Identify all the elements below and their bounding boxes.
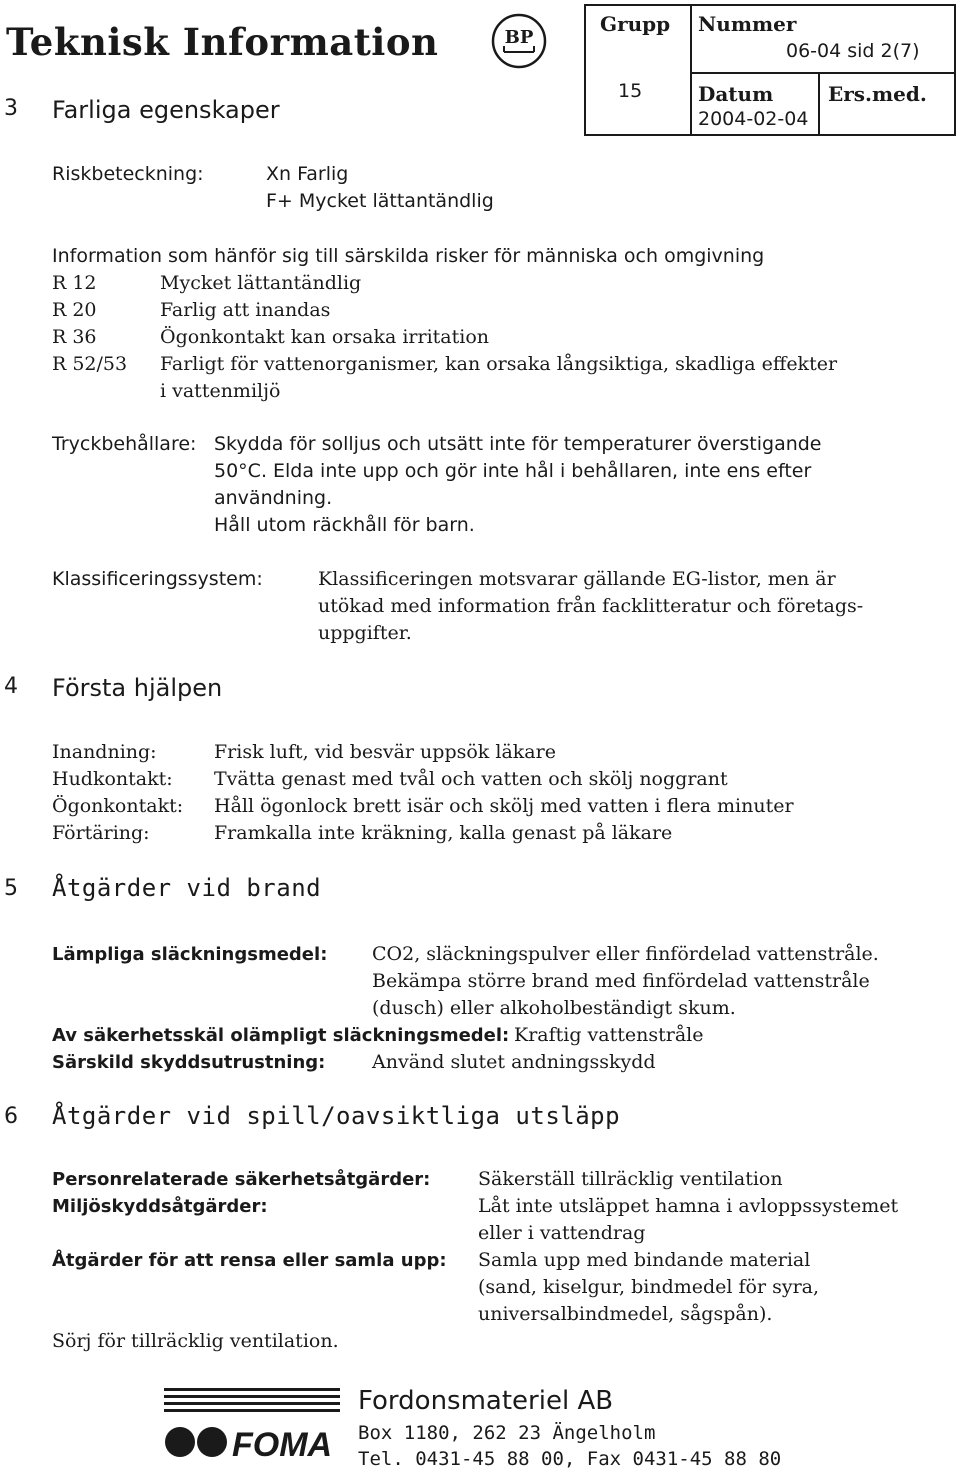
risk-label: Riskbeteckning:	[52, 163, 204, 185]
rensa-line: universalbindmedel, sågspån).	[478, 1303, 773, 1325]
r-phrase-text: Ögonkontakt kan orsaka irritation	[160, 326, 490, 348]
header-divider	[690, 72, 956, 74]
ersmed-label: Ers.med.	[828, 82, 927, 106]
first-aid-label: Hudkontakt:	[52, 768, 173, 790]
r-phrase-continuation: i vattenmiljö	[160, 380, 281, 402]
company-phone: Tel. 0431-45 88 00, Fax 0431-45 88 80	[358, 1448, 782, 1470]
first-aid-label: Ögonkontakt:	[52, 795, 184, 817]
olampligt-label: Av säkerhetsskäl olämpligt släckningsmedel:	[52, 1025, 510, 1046]
nummer-value: 06-04 sid 2(7)	[786, 40, 920, 62]
rensa-label: Åtgärder för att rensa eller samla upp:	[52, 1250, 447, 1271]
risk-line: F+ Mycket lättantändlig	[266, 190, 494, 212]
miljo-line: eller i vattendrag	[478, 1222, 646, 1244]
risk-line: Xn Farlig	[266, 163, 349, 185]
grupp-value: 15	[618, 80, 643, 102]
foma-logo	[164, 1388, 340, 1464]
r-phrase-text: Mycket lättantändlig	[160, 272, 362, 294]
first-aid-text: Tvätta genast med tvål och vatten och skölj noggrant	[214, 768, 728, 790]
r-phrase-code: R 52/53	[52, 353, 128, 375]
skydd-value: Använd slutet andningsskydd	[372, 1051, 656, 1073]
document-title: Teknisk Information	[6, 20, 439, 64]
lampliga-line: CO2, släckningspulver eller finfördelad vattenstråle.	[372, 943, 879, 965]
tryck-line: Håll utom räckhåll för barn.	[214, 514, 475, 536]
svg-text:FOMA: FOMA	[232, 1426, 333, 1464]
section-3-number: 3	[4, 96, 18, 121]
section-6-title: Åtgärder vid spill/oavsiktliga utsläpp	[52, 1102, 621, 1130]
r-phrase-code: R 20	[52, 299, 97, 321]
r-phrase-text: Farlig att inandas	[160, 299, 331, 321]
nummer-label: Nummer	[698, 12, 797, 36]
klass-label: Klassificeringssystem:	[52, 568, 263, 590]
datum-value: 2004-02-04	[698, 108, 809, 130]
lampliga-label: Lämpliga släckningsmedel:	[52, 944, 328, 965]
first-aid-text: Håll ögonlock brett isär och skölj med vatten i flera minuter	[214, 795, 794, 817]
first-aid-text: Framkalla inte kräkning, kalla genast på läkare	[214, 822, 673, 844]
klass-line: uppgifter.	[318, 622, 412, 644]
company-name: Fordonsmateriel AB	[358, 1386, 614, 1416]
klass-line: Klassificeringen motsvarar gällande EG-listor, men är	[318, 568, 836, 590]
first-aid-text: Frisk luft, vid besvär uppsök läkare	[214, 741, 556, 763]
section-5-number: 5	[4, 876, 18, 901]
person-value: Säkerställ tillräcklig ventilation	[478, 1168, 783, 1190]
lampliga-line: Bekämpa större brand med finfördelad vattenstråle	[372, 970, 870, 992]
section-5-title: Åtgärder vid brand	[52, 874, 322, 902]
klass-line: utökad med information från facklitteratur och företags-	[318, 595, 864, 617]
section-4-number: 4	[4, 674, 18, 699]
tryck-line: Skydda för solljus och utsätt inte för temperaturer överstigande	[214, 433, 822, 455]
rensa-line: (sand, kiselgur, bindmedel för syra,	[478, 1276, 820, 1298]
r-phrase-text: Farligt för vattenorganismer, kan orsaka långsiktiga, skadliga effekter	[160, 353, 838, 375]
person-label: Personrelaterade säkerhetsåtgärder:	[52, 1169, 431, 1190]
miljo-line: Låt inte utsläppet hamna i avloppssystemet	[478, 1195, 899, 1217]
section-6-number: 6	[4, 1104, 18, 1129]
tryck-label: Tryckbehållare:	[52, 433, 197, 455]
first-aid-label: Inandning:	[52, 741, 157, 763]
info-heading: Information som hänför sig till särskilda risker för människa och omgivning	[52, 245, 765, 267]
olampligt-value: Kraftig vattenstråle	[514, 1024, 704, 1046]
grupp-label: Grupp	[600, 12, 671, 36]
header-divider	[818, 72, 820, 136]
ventilation-note: Sörj för tillräcklig ventilation.	[52, 1330, 339, 1352]
company-address: Box 1180, 262 23 Ängelholm	[358, 1422, 656, 1444]
header-divider	[690, 4, 692, 136]
svg-text:BP: BP	[504, 27, 534, 48]
bp-logo	[490, 12, 548, 70]
r-phrase-code: R 12	[52, 272, 97, 294]
section-3-title: Farliga egenskaper	[52, 96, 280, 124]
tryck-line: användning.	[214, 487, 333, 509]
rensa-line: Samla upp med bindande material	[478, 1249, 811, 1271]
first-aid-label: Förtäring:	[52, 822, 150, 844]
tryck-line: 50°C. Elda inte upp och gör inte hål i behållaren, inte ens efter	[214, 460, 812, 482]
section-4-title: Första hjälpen	[52, 674, 223, 702]
datum-label: Datum	[698, 82, 774, 106]
lampliga-line: (dusch) eller alkoholbeständigt skum.	[372, 997, 736, 1019]
miljo-label: Miljöskyddsåtgärder:	[52, 1196, 268, 1217]
skydd-label: Särskild skyddsutrustning:	[52, 1052, 326, 1073]
r-phrase-code: R 36	[52, 326, 97, 348]
